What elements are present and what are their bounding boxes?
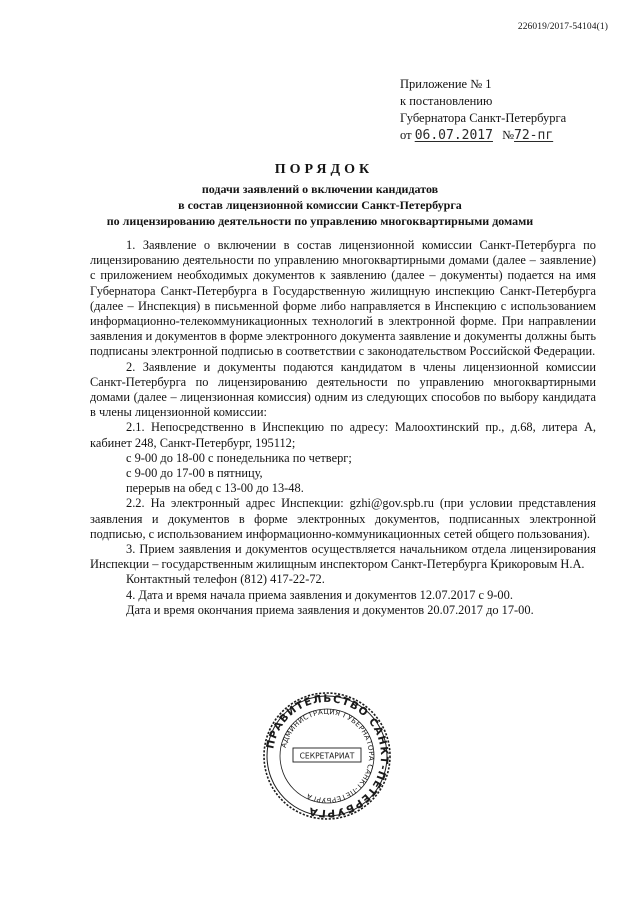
contact-phone: Контактный телефон (812) 417-22-72.: [126, 572, 325, 587]
paragraph-4: 4. Дата и время начала приема заявления и документов 12.07.2017 с 9-00.: [126, 587, 513, 602]
title-subtitle-3: по лицензированию деятельности по управлению многоквартирными домами: [106, 214, 534, 228]
paragraph-2-1: 2.1. Непосредственно в Инспекцию по адресу: Малоохтинский пр., д.68, литера А, кабинет 248, Санкт-Петербург, 195112;: [90, 420, 596, 450]
schedule-lunch: перерыв на обед с 13-00 до 13-48.: [126, 481, 304, 496]
stamp-outer-text: ПРАВИТЕЛЬСТВО САНКТ-ПЕТЕРБУРГА: [264, 692, 391, 820]
paragraph-4-end: Дата и время окончания приема заявления и документов 20.07.2017 до 17-00.: [126, 602, 534, 617]
title-subtitle-2: в состав лицензионной комиссии Санкт-Петербурга: [178, 198, 462, 212]
paragraph-3: 3. Прием заявления и документов осуществляется начальником отдела лицензирования Инспекции – государственным жилищным инспектором Санкт-Петербурга Крикоровым Н.А.: [90, 542, 596, 572]
schedule-mon-thu: с 9-00 до 18-00 с понедельника по четверг;: [126, 450, 352, 465]
official-stamp: [262, 691, 392, 821]
decree-date: 06.07.2017: [414, 128, 493, 143]
document-body: [90, 238, 596, 618]
appendix-line-3: Губернатора Санкт-Петербурга: [400, 111, 567, 125]
appendix-block: [400, 76, 566, 144]
paragraph-2-2: 2.2. На электронный адрес Инспекции: gzhi@gov.spb.ru (при условии представления заявления и документов в форме электронных документов, подписанных электронной подписью, с использованием информационно-коммуникационных сетей общего пользования).: [90, 496, 596, 541]
title-subtitle-1: подачи заявлений о включении кандидатов: [201, 182, 439, 196]
number-label: №: [502, 128, 515, 142]
document-title: [0, 162, 640, 229]
schedule-fri: с 9-00 до 17-00 в пятницу,: [126, 466, 263, 481]
paragraph-2: 2. Заявление и документы подаются кандидатом в члены лицензионной комиссии Санкт-Петербурга по лицензированию деятельности по управлению многоквартирными домами (далее – лицензионная комиссия) одним из следующих способов по выбору кандидата в члены лицензионной комиссии:: [90, 359, 596, 420]
appendix-line-1: Приложение № 1: [400, 77, 492, 91]
title-main: ПОРЯДОК: [274, 162, 374, 177]
document-id: 226019/2017-54104(1): [517, 22, 608, 32]
stamp-inner-text: АДМИНИСТРАЦИЯ ГУБЕРНАТОРА САНКТ-ПЕТЕРБУРГА: [279, 707, 376, 805]
paragraph-1: 1. Заявление о включении в состав лицензионной комиссии Санкт-Петербурга по лицензированию деятельности по управлению многоквартирными домами (далее – заявление) с приложением необходимых документов к заявлению (далее – документы) подается на имя Губернатора Санкт-Петербурга в Государственную жилищную инспекцию Санкт-Петербурга (далее – Инспекция) в письменной форме либо направляется в Инспекцию с использованием информационно-телекоммуникационных технологий в электронной форме. При направлении заявления и документов в форме электронного документа заявление и документы должны быть подписаны электронной подписью в соответствии с законодательством Российской Федерации.: [90, 238, 596, 359]
stamp-center-text: СЕКРЕТАРИАТ: [299, 751, 355, 761]
from-label: от: [400, 128, 412, 142]
appendix-date-line: [400, 127, 566, 144]
appendix-line-2: к постановлению: [400, 94, 493, 108]
decree-number: 72-пг: [514, 128, 554, 143]
